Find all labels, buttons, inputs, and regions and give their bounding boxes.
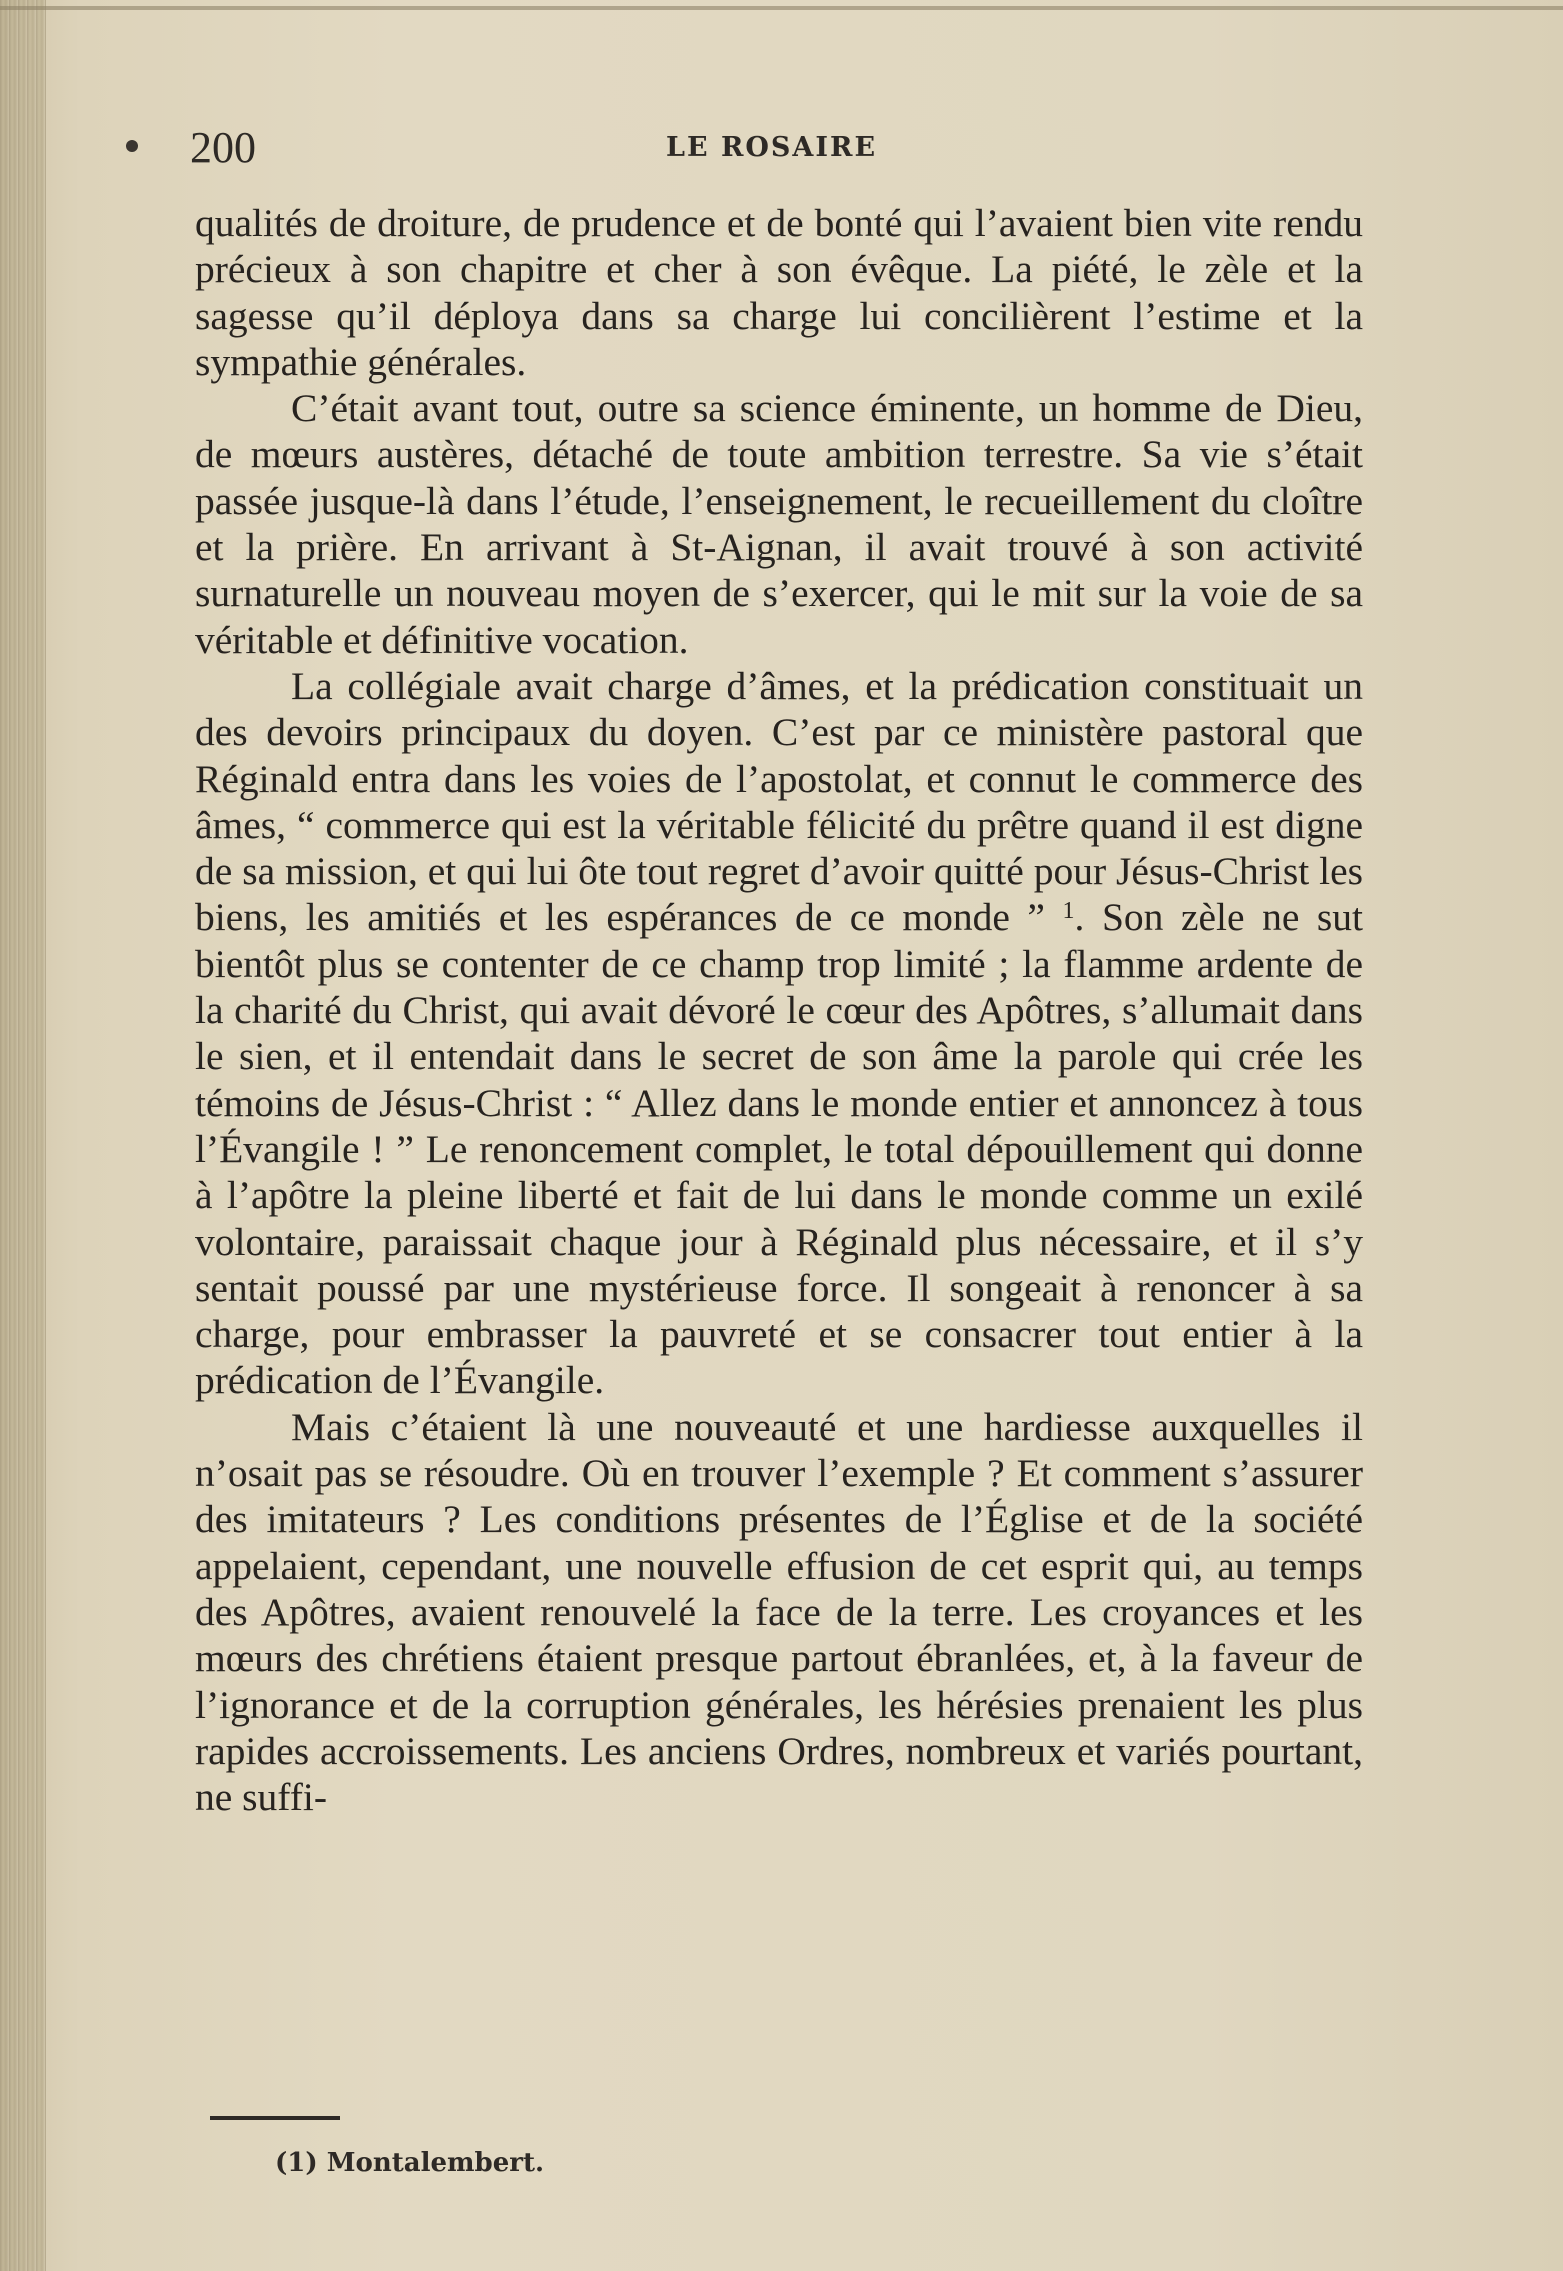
running-head: LE ROSAIRE [666,132,878,163]
paragraph-2: C’était avant tout, outre sa science éminente, un homme de Dieu, de mœurs austères, détaché de toute ambition terrestre. Sa vie s’était passée jusque-là dans l’étude, l’enseignement, le recueillement du cloître et la prière. En arrivant à St-Aignan, il avait trouvé à son activité surnaturelle un nouveau moyen de s’exercer, qui le mit sur la voie de sa véritable et définitive vocation. [195,386,1363,662]
footnote-reference: 1 [1062,898,1075,925]
page-number: 200 [190,123,256,172]
paragraph-3-part-2: . Son zèle ne sut bientôt plus se contenter de ce champ trop limité ; la flamme ardente de la charité du Christ, qui avait dévoré le cœur des Apôtres, s’allumait dans le sien, et il entendait dans le secret de son âme la parole qui crée les témoins de Jésus-Christ : “ Allez dans le monde entier et annoncez à tous l’Évangile ! ” Le renoncement complet, le total dépouillement qui donne à l’apôtre la pleine liberté et fait de lui dans le monde comme un exilé volontaire, paraissait chaque jour à Réginald plus nécessaire, et il s’y sentait poussé par une mystérieuse force. Il songeait à renoncer à sa charge, pour embrasser la pauvreté et se consacrer tout entier à la prédication de l’Évangile. [195,895,1363,1403]
paragraph-1: qualités de droiture, de prudence et de bonté qui l’avaient bien vite rendu précieux à son chapitre et cher à son évêque. La piété, le zèle et la sagesse qu’il déploya dans sa charge lui concilièrent l’estime et la sympathie générales. [195,201,1363,384]
top-edge-line [0,6,1563,10]
bullet-dot [126,140,138,152]
body-text [195,200,1363,1820]
paragraph-3 [195,663,1363,1404]
paragraph-4: Mais c’étaient là une nouveauté et une hardiesse auxquelles il n’osait pas se résoudre. Où en trouver l’exemple ? Et comment s’assurer des imitateurs ? Les conditions présentes de l’Église et de la société appelaient, cependant, une nouvelle effusion de cet esprit qui, au temps des Apôtres, avaient renouvelé la face de la terre. Les croyances et les mœurs des chrétiens étaient presque partout ébranlées, et, à la faveur de l’ignorance et de la corruption générales, les hérésies prenaient les plus rapides accroissements. Les anciens Ordres, nombreux et variés pourtant, ne suffi- [195,1404,1363,1820]
footnote: (1) Montalembert. [275,2148,545,2178]
binding-edge [0,0,46,2271]
paragraph-3-part-1: La collégiale avait charge d’âmes, et la prédication constituait un des devoirs principaux du doyen. C’est par ce ministère pastoral que Réginald entra dans les voies de l’apostolat, et connut le commerce des âmes, “ commerce qui est la véritable félicité du prêtre quand il est digne de sa mission, et qui lui ôte tout regret d’avoir quitté pour Jésus-Christ les biens, les amitiés et les espérances de ce monde ” [195,663,1363,940]
page-header [120,122,1380,182]
footnote-divider [210,2116,340,2120]
